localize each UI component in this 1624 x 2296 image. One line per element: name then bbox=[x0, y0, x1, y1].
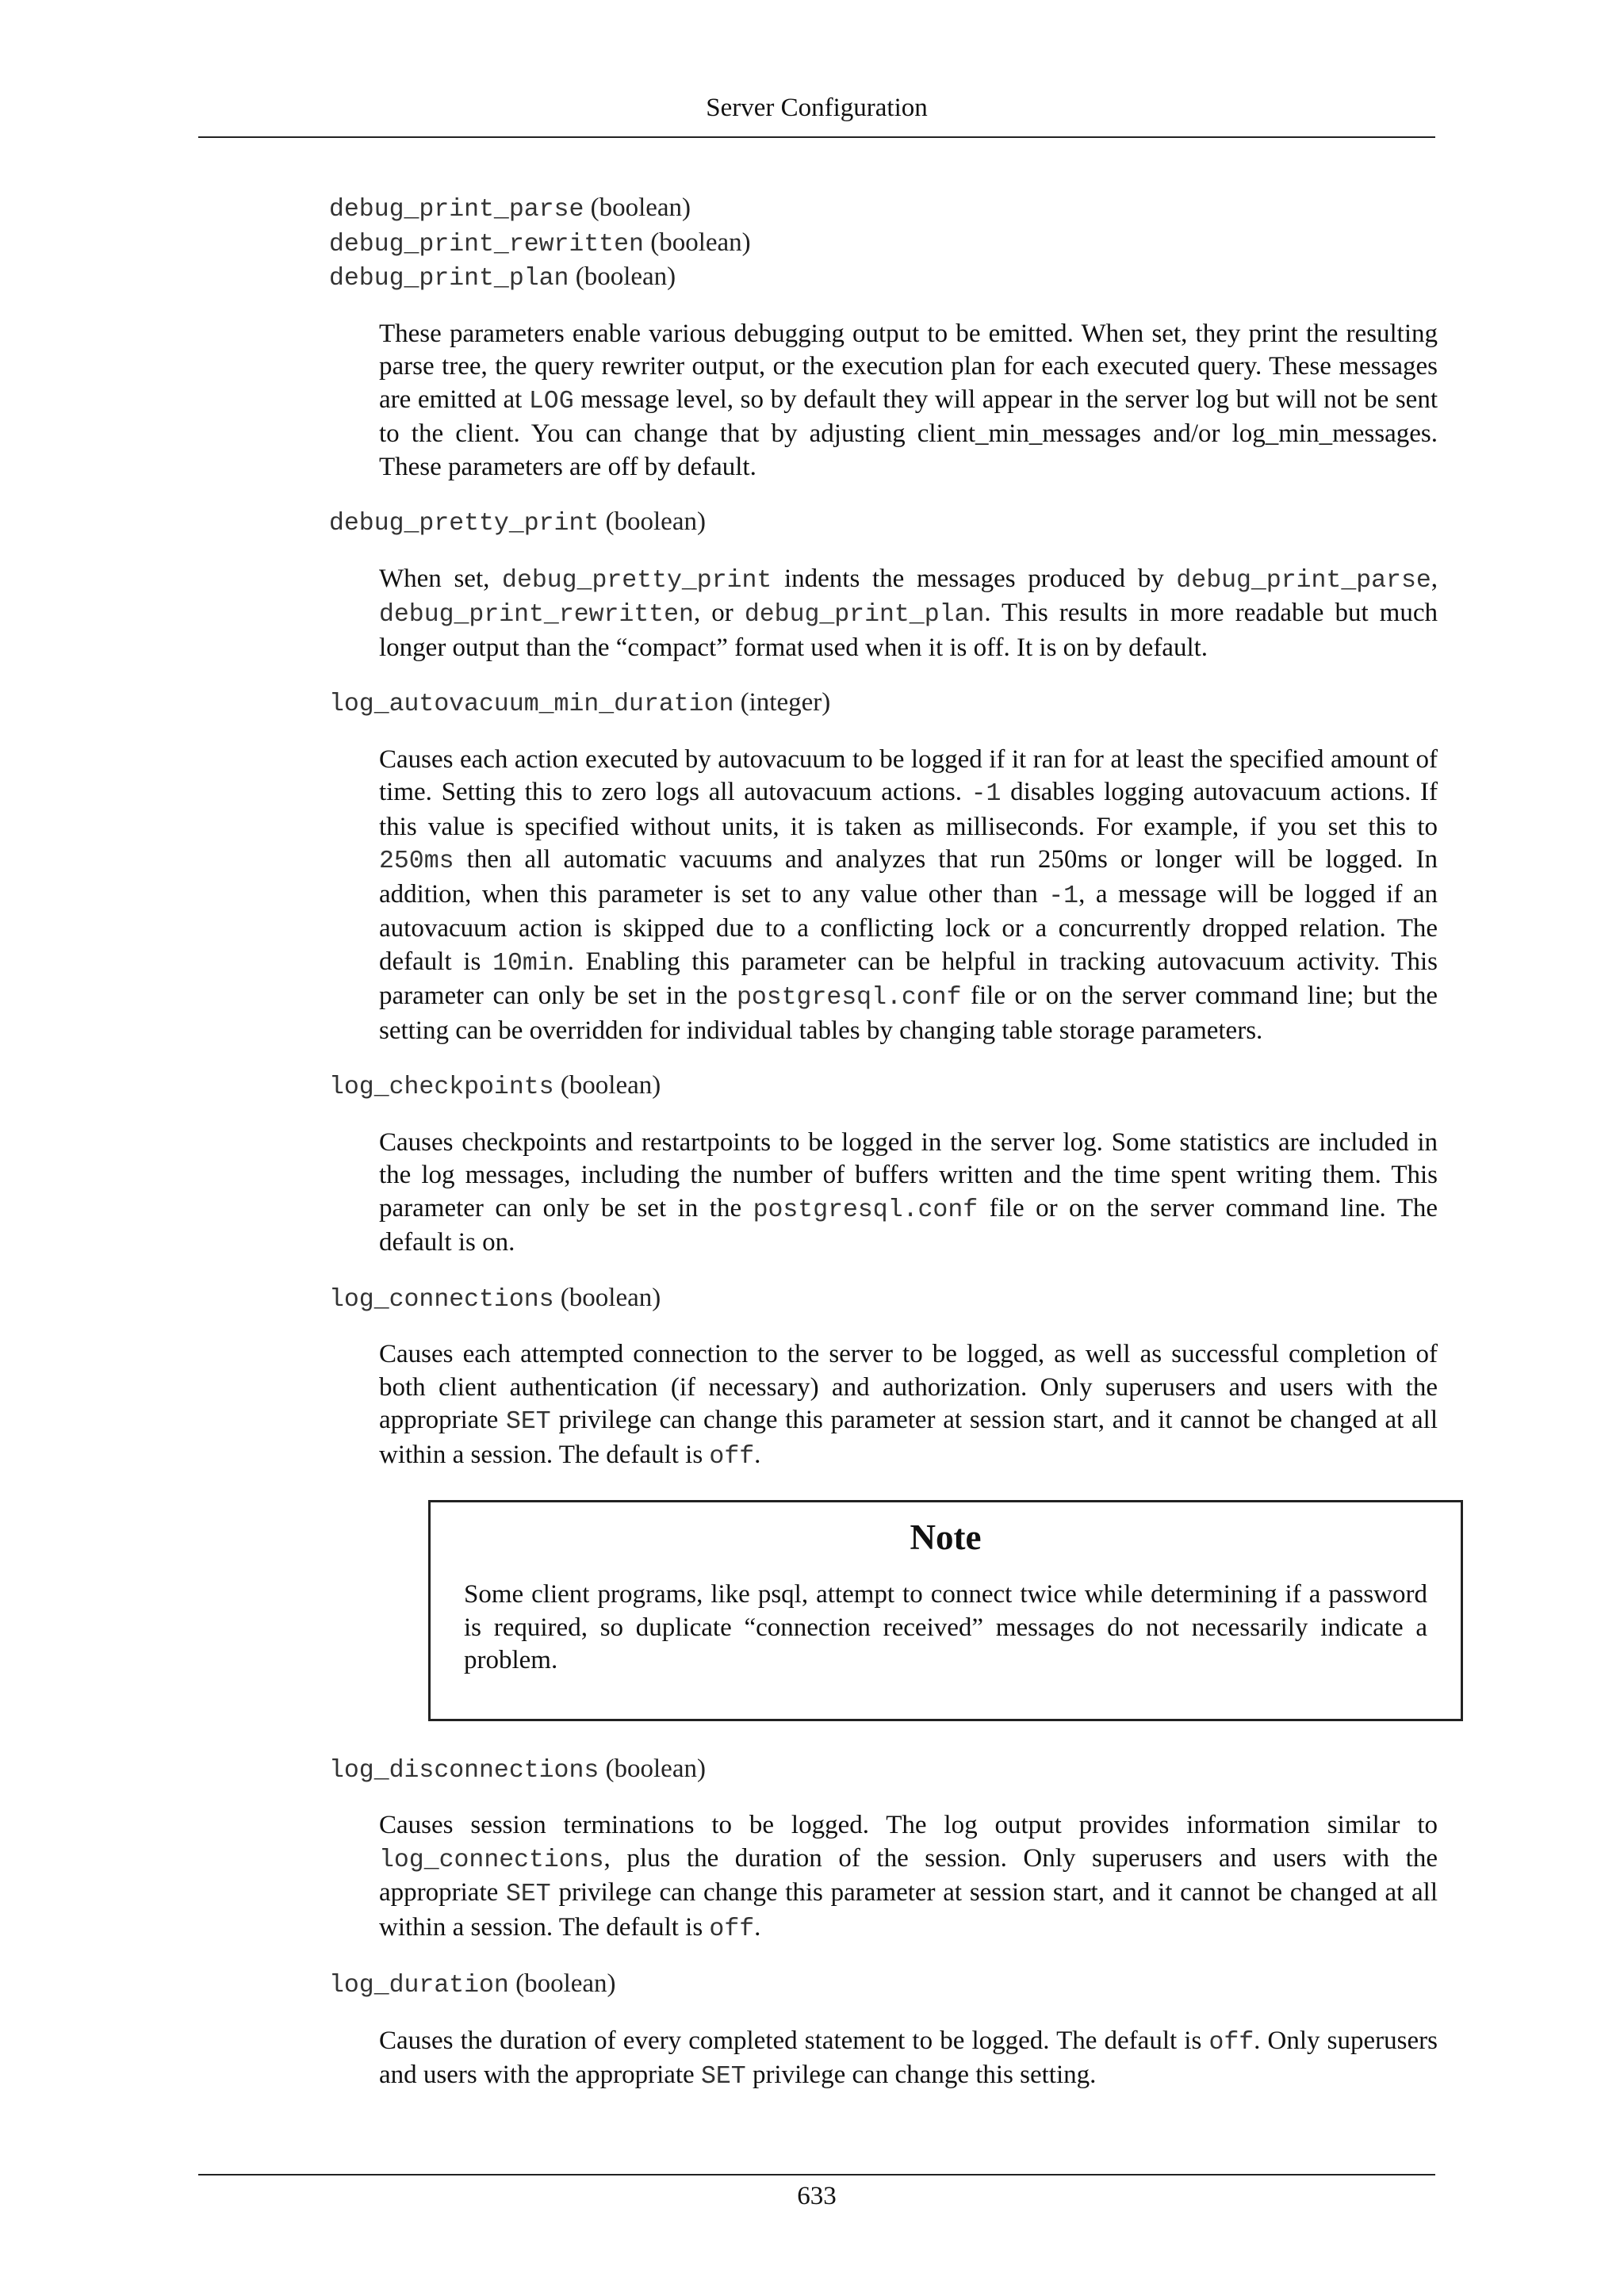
parameter-term bbox=[329, 192, 1438, 227]
note-box bbox=[428, 1500, 1463, 1721]
parameter-description: Causes the duration of every completed statement to be logged. The default is off. Only superusers and users with the appropriate SET privilege can change this setting. bbox=[379, 2026, 1438, 2091]
parameter-name: log_duration bbox=[329, 1972, 509, 1999]
code-literal: -1 bbox=[1048, 882, 1079, 910]
code-literal: 10min bbox=[492, 949, 568, 978]
parameter-term bbox=[329, 687, 1438, 721]
code-literal: debug_print_parse bbox=[1176, 566, 1431, 595]
parameter-type: (boolean) bbox=[590, 193, 691, 222]
code-literal: -1 bbox=[971, 780, 1002, 808]
parameter-description: These parameters enable various debugging output to be emitted. When set, they print the resulting parse tree, the query rewriter output, or the execution plan for each executed query. These messages are emitted at LOG message level, so by default they will appear in the server log but will not be sent to the client. You can change that by adjusting client_min_messages and/or log_min_messages. These parameters are off by default. bbox=[379, 319, 1438, 481]
parameter-name: log_disconnections bbox=[329, 1756, 599, 1785]
parameter-term bbox=[329, 1070, 1438, 1104]
code-literal: debug_pretty_print bbox=[502, 566, 772, 595]
parameter-type: (boolean) bbox=[575, 262, 676, 291]
code-literal: LOG bbox=[528, 387, 574, 415]
parameter-type: (boolean) bbox=[560, 1283, 661, 1312]
parameter-description: Causes session terminations to be logged. The log output provides information similar to log_connections, plus the duration of the session. Only superusers and users with the appropriate SET privilege can change this parameter at session start, and it cannot be changed at all within a session. The default is off. bbox=[379, 1811, 1438, 1943]
parameter-name: log_autovacuum_min_duration bbox=[329, 691, 734, 718]
code-literal: SET bbox=[506, 1881, 551, 1908]
parameter-description: When set, debug_pretty_print indents the messages produced by debug_print_parse, debug_print_rewritten, or debug_print_plan. This results in more readable but much longer output than the “compact” format used when it is off. It is on by default. bbox=[379, 564, 1438, 662]
code-literal: debug_print_rewritten bbox=[379, 601, 694, 629]
parameter-term bbox=[329, 1282, 1438, 1317]
page-number: 633 bbox=[797, 2182, 837, 2210]
parameter-term bbox=[329, 506, 1438, 541]
footer-rule bbox=[198, 2174, 1435, 2175]
page-content bbox=[329, 192, 1438, 2094]
parameter-term bbox=[329, 227, 1438, 262]
code-literal: SET bbox=[700, 2063, 746, 2091]
code-literal: SET bbox=[506, 1408, 551, 1436]
parameter-name: log_checkpoints bbox=[329, 1073, 554, 1101]
parameter-name: debug_pretty_print bbox=[329, 510, 599, 538]
code-literal: off bbox=[709, 1915, 755, 1943]
parameter-type: (boolean) bbox=[515, 1969, 616, 1998]
parameter-name: debug_print_parse bbox=[329, 196, 584, 224]
parameter-type: (boolean) bbox=[650, 228, 751, 257]
parameter-description: Causes each attempted connection to the server to be logged, as well as successful completion of both client authentication (if necessary) and authorization. Only superusers and users with the appropriate SET privilege can change this parameter at session start, and it cannot be changed at all within a session. The default is off. bbox=[379, 1340, 1438, 1471]
header-rule bbox=[198, 136, 1435, 138]
code-literal: 250ms bbox=[379, 848, 454, 875]
code-literal: postgresql.conf bbox=[736, 984, 962, 1012]
note-text: Some client programs, like psql, attempt to connect twice while determining if a password is required, so duplicate “connection received” messages do not necessarily indicate a problem. bbox=[464, 1580, 1427, 1674]
code-literal: log_connections bbox=[379, 1846, 604, 1874]
parameter-name: debug_print_rewritten bbox=[329, 230, 644, 258]
parameter-type: (boolean) bbox=[605, 507, 706, 536]
parameter-term bbox=[329, 261, 1438, 296]
parameter-description: Causes each action executed by autovacuum to be logged if it ran for at least the specified amount of time. Setting this to zero logs all autovacuum actions. -1 disables logging autovacuum actions. If this value is specified without units, it is taken as milliseconds. For example, if you set this to 250ms then all automatic vacuums and analyzes that run 250ms or longer will be logged. In addition, when this parameter is set to any value other than -1, a message will be logged if an autovacuum action is skipped due to a conflicting lock or a concurrently dropped relation. The default is 10min. Enabling this parameter can be helpful in tracking autovacuum activity. This parameter can only be set in the postgresql.conf file or on the server command line; but the setting can be overridden for individual tables by changing table storage parameters. bbox=[379, 744, 1438, 1045]
parameter-term bbox=[329, 1753, 1438, 1788]
code-literal: postgresql.conf bbox=[753, 1196, 979, 1224]
parameter-term bbox=[329, 1968, 1438, 2003]
code-literal: off bbox=[1208, 2028, 1254, 2057]
parameter-type: (integer) bbox=[740, 688, 831, 717]
parameter-description: Causes checkpoints and restartpoints to be logged in the server log. Some statistics are included in the log messages, including the number of buffers written and the time spent writing them. This parameter can only be set in the postgresql.conf file or on the server command line. The default is on. bbox=[379, 1127, 1438, 1257]
parameter-type: (boolean) bbox=[560, 1071, 661, 1100]
note-title: Note bbox=[910, 1517, 982, 1557]
code-literal: off bbox=[709, 1442, 755, 1471]
code-literal: debug_print_plan bbox=[744, 601, 985, 629]
running-header: Server Configuration bbox=[706, 94, 928, 122]
parameter-type: (boolean) bbox=[605, 1754, 706, 1783]
parameter-name: log_connections bbox=[329, 1285, 554, 1314]
parameter-name: debug_print_plan bbox=[329, 265, 569, 293]
